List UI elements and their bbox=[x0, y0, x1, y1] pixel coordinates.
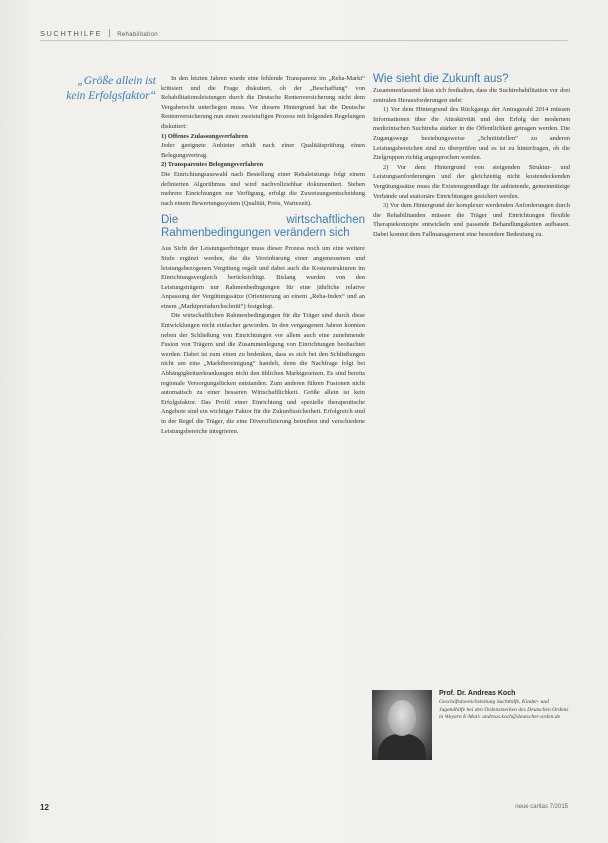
author-photo bbox=[372, 690, 432, 760]
section-label: SUCHTHILFE bbox=[40, 29, 103, 38]
section-heading: Die wirtschaftlichen Rahmenbedingungen verändern sich bbox=[161, 214, 365, 240]
page-number: 12 bbox=[40, 803, 49, 812]
article-column-2 bbox=[373, 86, 570, 240]
author-name: Prof. Dr. Andreas Koch bbox=[439, 690, 516, 697]
header-separator bbox=[109, 29, 110, 37]
author-photo-face bbox=[388, 700, 416, 736]
body-paragraph: Aus Sicht der Leistungserbringer muss dieser Prozess noch um eine weitere Stufe ergänzt werden, die die Vereinbarung einer angemessenen und leistungsbezogenen Vergütung regelt und dabei auch die Kostenstrukturen im Einrichtungsvergleich berücksichtigt. Bislang wurden von den Leistungsträgern nur Rahmenbedingungen für eine jährliche relative Anpassung der Vergütungssätze (Orientierung an einem „Reha-Index“ und an einem „Marktpreisdurchschnitt“) festgelegt. bbox=[161, 245, 365, 310]
author-bio: Geschäftsbereichsleitung Suchthilfe, Kinder- und Jugendhilfe bei den Ordensmerken des Deutschen Ordens in Weyarn E-Mail: andreas.koch@deutscher-orden.de bbox=[439, 699, 569, 721]
intro-paragraph: In den letzten Jahren wurde eine fehlende Transparenz im „Reha-Markt“ kritisiert und die Frage diskutiert, ob der „Beschaffung“ von Rehabilitationsleistungen durch die Deutsche Rentenversicherung nicht dem Vergaberecht unterliegen muss. Vor diesem Hintergrund hat die Deutsche Rentenversicherung nun einen zweistufigen Prozess mit folgenden Regelungen diskutiert: bbox=[161, 75, 365, 130]
running-header bbox=[40, 29, 158, 38]
subsection-label: Rehabilitation bbox=[117, 32, 158, 38]
future-heading: Wie sieht die Zukunft aus? bbox=[373, 73, 509, 85]
pull-quote: „Größe allein ist kein Erfolgsfaktor“ bbox=[66, 75, 156, 102]
author-box bbox=[439, 690, 571, 722]
body-paragraph: 3) Vor dem Hintergrund der komplexer werdenden Anforderungen durch die Rehabilitanden müssen die Träger und Einrichtungen flexible Therapiekonzepte entwickeln und passende Behandlungsketten aufbauen. Dabei kommt dem Fallmanagement eine besondere Bedeutung zu. bbox=[373, 202, 570, 238]
article-column-1 bbox=[161, 74, 365, 436]
magazine-footer: neue caritas 7/2015 bbox=[515, 804, 568, 810]
author-photo-body bbox=[378, 734, 426, 760]
body-paragraph: 1) Vor dem Hintergrund des Rückgangs der Antragszahl 2014 müssen Informationen über die Attraktivität und den Erfolg der modernen medizinischen Suchtreha stärker in die Öffentlichkeit getragen werden. Die Zugangswege beziehungsweise „Schnittstellen“ zu anderen Leistungsbereichen sind zu überprüfen und es ist zu hinterfragen, ob die Zielgruppen richtig angesprochen werden. bbox=[373, 106, 570, 162]
body-paragraph: Zusammenfassend lässt sich festhalten, dass die Suchtrehabilitation vor drei zentralen Herausforderungen steht: bbox=[373, 87, 570, 104]
body-paragraph: 2) Vor dem Hintergrund von steigenden Struktur- und Leistungsanforderungen und der gleichzeitig nicht kostendeckenden Vergütungssätze muss die Existenzgrundlage für anbietende, gemeinnützige Verbände und stationäre Einrichtungen gesichert werden. bbox=[373, 163, 570, 200]
list-item-2-text: Die Einrichtungsauswahl nach Bestellung einer Rehaleistungs folgt einem definierten Algorithmus und wird nachvollziehbar dokumentiert. Stehen mehrere Einrichtungen zur Verfügung, erfolgt die Zuweisungsentscheidung nach einem Bewertungssystem (Qualität, Preis, Wartezeit). bbox=[161, 170, 365, 207]
list-item-2-title: 2) Transparentes Belegungsverfahren bbox=[161, 161, 264, 169]
header-rule bbox=[40, 40, 568, 41]
body-paragraph: Die wirtschaftlichen Rahmenbedingungen für die Träger sind durch diese Entwicklungen nicht einfacher geworden. In den vergangenen Jahren konnten neben der Schließung von Einrichtungen vor allem auch eine zunehmende Fusion von Trägern und die Zusammenlegung von Einrichtungen beobachtet werden. Dabei ist zum einen zu bedenken, dass es sich bei den Schließungen nicht um eine „Marktbereinigung“ handelt, denn die Nachfrage folgt bei Abhängigkeitserkrankungen nicht den üblichen Marktgesetzen. Es sind bereits regionale Versorgungslücken entstanden. Zum anderen führen Fusionen nicht automatisch zu einer besseren Wirtschaftlichkeit. Größe allein ist kein Erfolgsfaktor. Das Profil einer Einrichtung und spezielle therapeutische Angebote sind ein wichtiger Faktor für die Zukunftssicherheit. Erfolgreich sind in der Regel die Träger, die eine Diversifizierung betreiben und verschiedene Leistungsbereiche integrieren. bbox=[161, 312, 365, 435]
list-item-1-text: Jeder geeignete Anbieter erhält nach einer Qualitätsprüfung einen Belegungsvertrag. bbox=[161, 142, 365, 159]
list-item-1-title: 1) Offenes Zulassungsverfahren bbox=[161, 132, 248, 140]
